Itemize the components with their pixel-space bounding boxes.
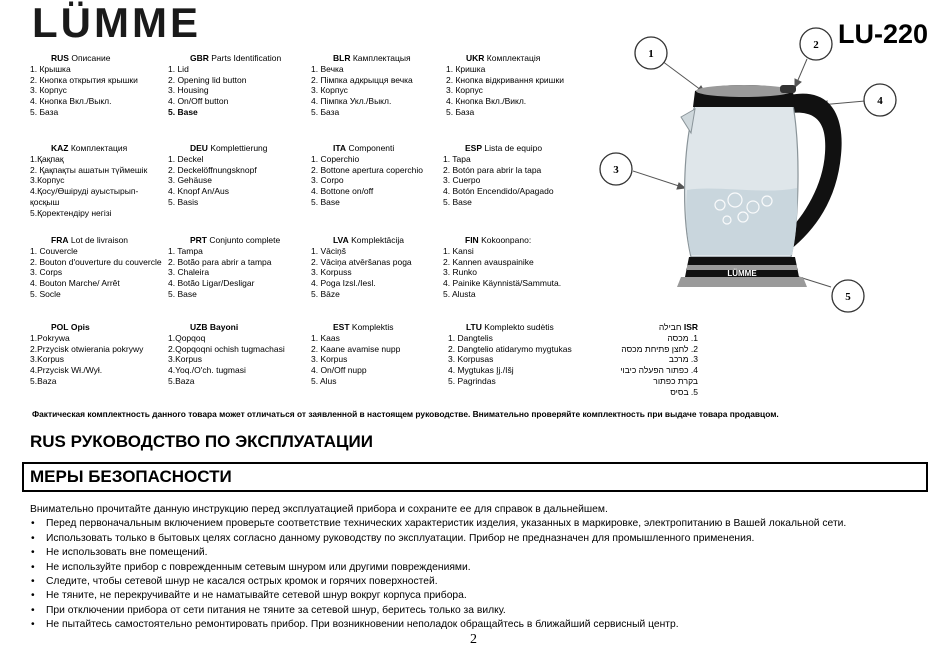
callout-line-1 [662,61,705,93]
list-item: • Не тяните, не перекручивайте и не наматывайте сетевой шнур вокруг корпуса прибора. [30,589,930,603]
callout-number-4: 4 [877,95,883,107]
parts-block-est: EST Komplektis 1. Kaas 2. Kaane avamise nupp 3. Korpus 4. On/Off nupp 5. Alus [311,322,401,386]
callout-arrow-3 [677,183,685,189]
parts-block-lva: LVA Komplektācija 1. Vāciņš 2. Vāciņa atvēršanas poga 3. Korpuss 4. Poga Izsl./Iesl. 5. Bāze [311,235,412,299]
list-item: • Следите, чтобы сетевой шнур не касался острых кромок и горячих поверхностей. [30,575,930,589]
kettle-diagram [595,25,905,320]
parts-block-fin: FIN Kokoonpano: 1. Kansi 2. Kannen avauspainike 3. Runko 4. Painike Käynnistä/Sammuta. 5. Alusta [443,235,562,299]
list-item: • Перед первоначальным включением проверьте соответствие технических характеристик изделия, указанных в маркировке, электропитанию в Вашей локальной сети. [30,517,930,531]
parts-block-prt: PRT Conjunto complete 1. Tampa 2. Botão para abrir a tampa 3. Chaleira 4. Botão Ligar/Desligar 5. Base [168,235,281,299]
list-item: • При отключении прибора от сети питания не тяните за сетевой шнур, беритесь только за вилку. [30,604,930,618]
list-item: • Не использовать вне помещений. [30,546,930,560]
intro-paragraph: Внимательно прочитайте данную инструкцию перед эксплуатацией прибора и сохраните ее для справок в дальнейшем. [30,504,608,515]
manual-title: RUS РУКОВОДСТВО ПО ЭКСПЛУАТАЦИИ [30,432,373,451]
parts-block-ltu: LTU Komplekto sudėtis 1. Dangtelis 2. Dangtelio atidarymo mygtukas 3. Korpusas 4. Mygtukas Įj./Išj 5. Pagrindas [448,322,572,386]
parts-block-fra: FRA Lot de livraison 1. Couvercle 2. Bouton d'ouverture du couvercle 3. Corps 4. Bouton Marche/ Arrêt 5. Socle [30,235,162,299]
bullet: • [31,532,35,544]
completeness-note: Фактическая комплектность данного товара может отличаться от заявленной в настоящем руководстве. Внимательно проверяйте комплектность при выдаче товара продавцом. [32,409,779,419]
bullet: • [31,619,35,631]
parts-block-ita: ITA Componenti 1. Coperchio 2. Bottone apertura coperchio 3. Corpo 4. Bottone on/off 5. Base [311,143,423,207]
bullet: • [31,590,35,602]
parts-block-isr: ISR חבילה 1. מכסה 2. לחצן פתיחת מכסה 3. מרכב 4. כפתור הפעלה כיבוי בקרת כפתור 5. בסיס [620,322,698,397]
callout-number-3: 3 [613,164,619,176]
parts-block-blr: BLR Камплектацыя 1. Вечка 2. Пімпка адкрыцця вечка 3. Корпус 4. Пімпка Укл./Выкл. 5. База [311,53,413,117]
bullet: • [31,576,35,588]
callout-arrow-2 [795,79,801,87]
parts-block-gbr: GBR Parts Identification 1. Lid 2. Opening lid button 3. Housing 4. On/Off button 5. Base [168,53,282,117]
callout-line-3 [633,171,685,188]
kettle-logo: LÜMME [727,269,757,278]
safety-section [30,503,930,633]
parts-block-ukr: UKR Комплектація 1. Кришка 2. Кнопка відкривання кришки 3. Корпус 4. Кнопка Вкл./Викл. 5. База [446,53,564,117]
bullet: • [31,561,35,573]
kettle-lid-top [696,85,792,97]
callout-number-5: 5 [845,291,851,303]
list-item: • Не используйте прибор с поврежденным сетевым шнуром или другими повреждениями. [30,561,930,575]
list-item: • Не пытайтесь самостоятельно ремонтировать прибор. При возникновении неполадок обращайтесь в ближайший сервисный центр. [30,618,930,632]
bullet: • [31,604,35,616]
safety-list [30,517,930,632]
lid-button [780,85,796,93]
kettle-base [677,277,807,287]
parts-block-esp: ESP Lista de equipo 1. Tapa 2. Botón para abrir la tapa 3. Cuerpo 4. Botón Encendido/Apagado 5. Base [443,143,554,207]
parts-block-pol: POL Opis 1.Pokrywa 2.Przycisk otwierania pokrywy 3.Korpus 4.Przycisk Wł./Wył. 5.Baza [30,322,144,386]
list-item: • Использовать только в бытовых целях согласно данному руководству по эксплуатации. Прибор не предназначен для промышленного применения. [30,532,930,546]
parts-block-kaz: KAZ Комплектация 1.Қақпақ 2. Қақпақты ашатын түймешік 3.Корпус 4.Қосу/Өшіруді ауыстырып- қосқыш 5.Қоректендіру негізі [30,143,148,218]
brand-logo: LÜMME [32,0,201,46]
bullet: • [31,547,35,559]
model-number: LU-220 [838,19,929,49]
parts-block-deu: DEU Komplettierung 1. Deckel 2. Deckelöffnungsknopf 3. Gehäuse 4. Knopf An/Aus 5. Basis [168,143,268,207]
section-title: МЕРЫ БЕЗОПАСНОСТИ [22,462,928,492]
kettle-illustration [595,25,905,320]
bullet: • [31,518,35,530]
parts-block-rus: RUS Описание 1. Крышка 2. Кнопка открытия крышки 3. Корпус 4. Кнопка Вкл./Выкл. 5. База [30,53,138,117]
parts-block-uzb: UZB Bayoni 1.Qopqoq 2.Qopqoqni ochish tugmachasi 3.Korpus 4.Yoq./O'ch. tugmasi 5.Baza [168,322,285,386]
page-number: 2 [470,632,477,647]
callout-number-2: 2 [813,39,819,51]
callout-number-1: 1 [648,48,654,60]
